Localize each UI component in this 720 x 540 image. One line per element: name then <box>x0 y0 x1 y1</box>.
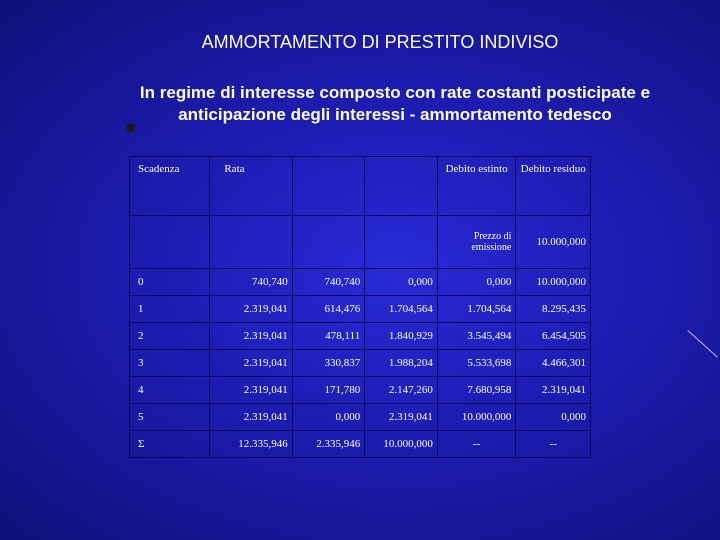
table-header-row <box>130 157 591 216</box>
table-cell: 0,000 <box>365 269 438 296</box>
table-cell: 10.000,000 <box>437 404 515 431</box>
table-cell: 740,740 <box>292 269 365 296</box>
table-cell: 1.840,929 <box>365 323 438 350</box>
table-body <box>130 269 591 458</box>
table-cell: 2.319,041 <box>210 323 292 350</box>
header-blank <box>292 157 365 216</box>
table-cell: 2.147,260 <box>365 377 438 404</box>
header-debito-residuo: Debito residuo <box>516 157 591 216</box>
bullet-marker <box>127 124 135 132</box>
table-cell: 2.319,041 <box>365 404 438 431</box>
table-cell: 2.319,041 <box>516 377 591 404</box>
table-cell: 0,000 <box>437 269 515 296</box>
table-cell: 614,476 <box>292 296 365 323</box>
header-blank <box>365 157 438 216</box>
amortization-table <box>129 156 591 458</box>
table-cell: 5.533,698 <box>437 350 515 377</box>
table-cell: 0,000 <box>292 404 365 431</box>
table-cell: 2.319,041 <box>210 296 292 323</box>
table-cell: 1.704,564 <box>437 296 515 323</box>
table-cell: 3 <box>130 350 210 377</box>
slide-subtitle: In regime di interesse composto con rate costanti posticipate e anticipazione degli interessi - ammortamento tedesco <box>139 83 651 124</box>
table-cell: 4.466,301 <box>516 350 591 377</box>
table-cell: 330,837 <box>292 350 365 377</box>
table-cell: 2 <box>130 323 210 350</box>
table-cell: 1 <box>130 296 210 323</box>
table-cell: -- <box>516 431 591 458</box>
table-cell: 1.704,564 <box>365 296 438 323</box>
header-rata: Rata <box>210 157 292 216</box>
table-cell: 4 <box>130 377 210 404</box>
table-cell: 3.545,494 <box>437 323 515 350</box>
decorative-line <box>687 330 717 358</box>
table-row <box>130 296 591 323</box>
table-cell: 2.319,041 <box>210 350 292 377</box>
header-debito-estinto: Debito estinto <box>437 157 515 216</box>
table-cell: 6.454,505 <box>516 323 591 350</box>
prezzo-value: 10.000,000 <box>516 216 591 269</box>
table-row <box>130 377 591 404</box>
table-cell: 1.988,204 <box>365 350 438 377</box>
slide-title: AMMORTAMENTO DI PRESTITO INDIVISO <box>201 32 559 52</box>
table-row <box>130 404 591 431</box>
table-cell: 10.000,000 <box>365 431 438 458</box>
table-row <box>130 350 591 377</box>
table-cell: 0 <box>130 269 210 296</box>
table-cell: 2.335,946 <box>292 431 365 458</box>
table-cell: 171,780 <box>292 377 365 404</box>
table-cell: 2.319,041 <box>210 377 292 404</box>
table-cell: 7.680,958 <box>437 377 515 404</box>
table-row <box>130 431 591 458</box>
table-row <box>130 323 591 350</box>
table-cell: 478,111 <box>292 323 365 350</box>
table-cell: 8.295,435 <box>516 296 591 323</box>
prezzo-label: Prezzo di emissione <box>437 216 515 269</box>
table-cell: Σ <box>130 431 210 458</box>
table-prezzo-row <box>130 216 591 269</box>
table-cell: 0,000 <box>516 404 591 431</box>
table-row <box>130 269 591 296</box>
table-cell: 12.335,946 <box>210 431 292 458</box>
table-cell: 2.319,041 <box>210 404 292 431</box>
header-scadenza: Scadenza <box>130 157 210 216</box>
table-cell: 5 <box>130 404 210 431</box>
table-cell: 740,740 <box>210 269 292 296</box>
table-cell: 10.000,000 <box>516 269 591 296</box>
table-cell: -- <box>437 431 515 458</box>
